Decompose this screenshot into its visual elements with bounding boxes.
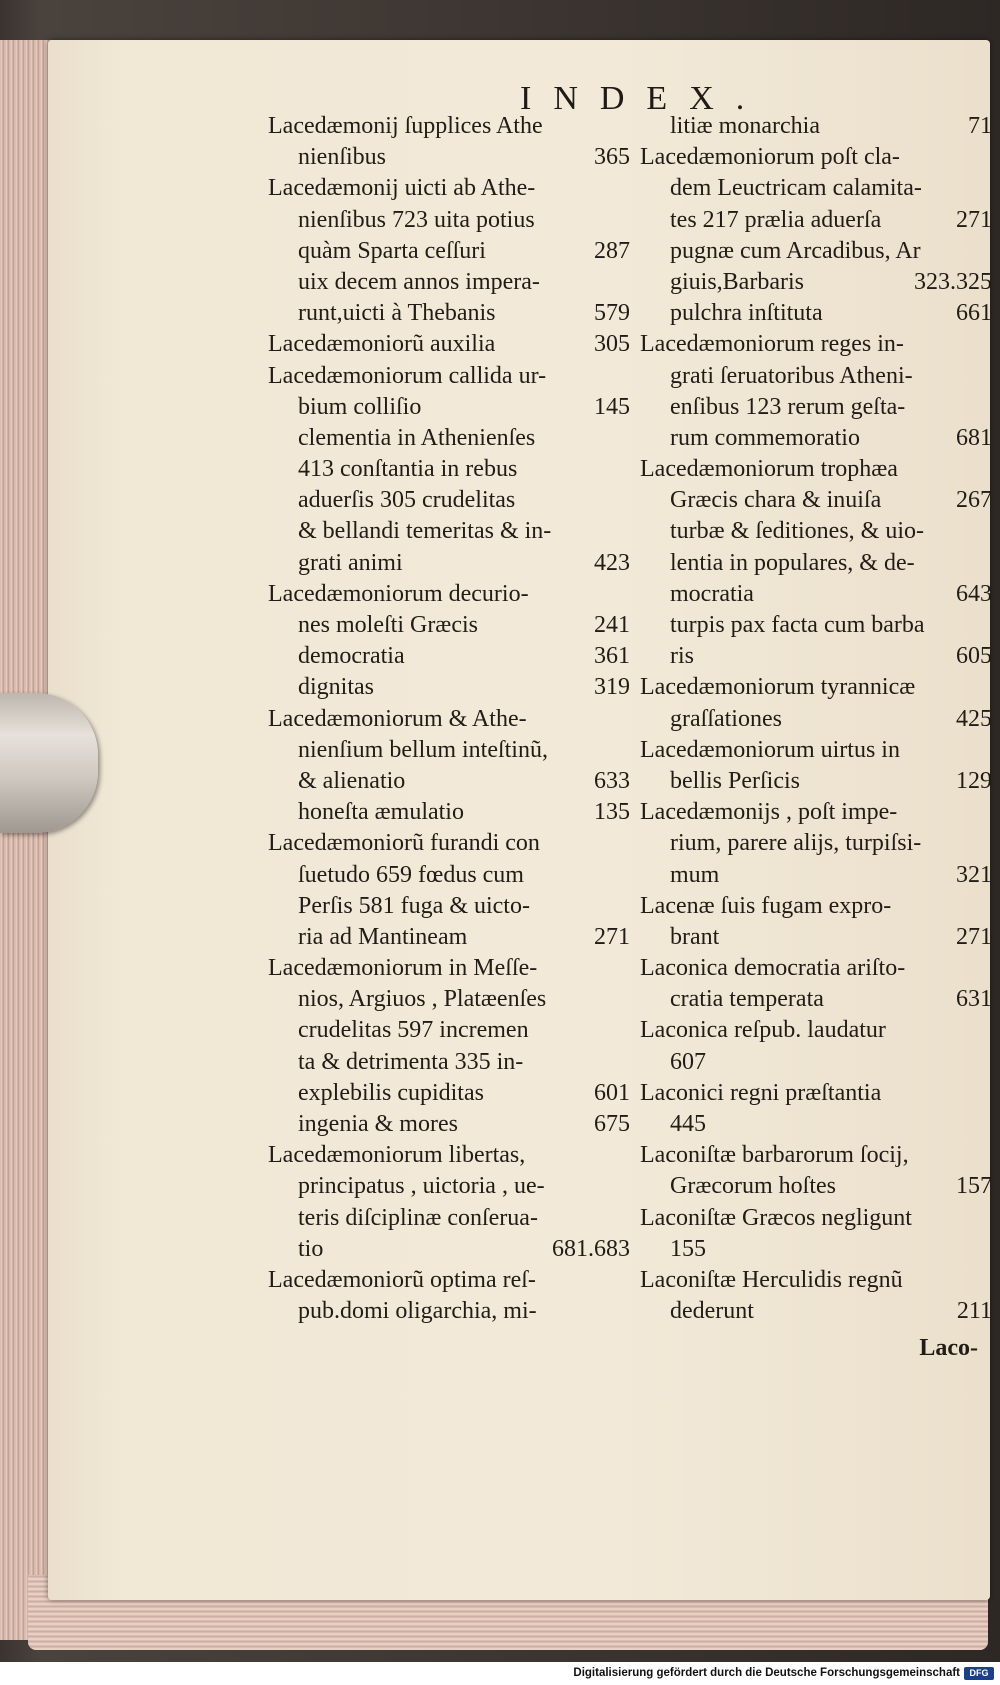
index-entry-text: ris bbox=[670, 643, 694, 670]
index-entry-line bbox=[640, 267, 992, 298]
page-header: INDEX. bbox=[520, 80, 767, 117]
index-entry-page bbox=[622, 828, 630, 859]
index-entry-text: Lacedæmoniorum poſt cla- bbox=[640, 144, 900, 171]
index-entry-text: Lacedæmoniorum in Meſſe- bbox=[268, 955, 538, 982]
index-entry-line bbox=[640, 205, 992, 236]
index-entry-line bbox=[268, 641, 630, 672]
index-entry-line bbox=[640, 111, 992, 142]
index-entry-line bbox=[640, 1109, 992, 1140]
index-entry-line bbox=[268, 766, 630, 797]
index-entry-line bbox=[640, 1140, 992, 1171]
index-entry-line bbox=[640, 423, 992, 454]
index-entry-page bbox=[984, 1015, 992, 1046]
index-entry-text: Lacedæmoniorum uirtus in bbox=[640, 736, 900, 763]
index-entry-line bbox=[268, 236, 630, 267]
index-entry-text: pulchra inſtituta bbox=[670, 300, 823, 327]
index-entry-text: Lacedæmoniorum tyrannicæ bbox=[640, 674, 916, 701]
index-entry-text: honeſta æmulatio bbox=[298, 799, 464, 826]
index-entry-text: nienſium bellum inteſtinũ, bbox=[298, 736, 548, 763]
index-entry-page bbox=[984, 891, 992, 922]
index-entry-page: 71 bbox=[968, 113, 992, 139]
index-entry-page bbox=[622, 1171, 630, 1202]
index-entry-line bbox=[268, 1015, 630, 1046]
index-entry-line bbox=[640, 828, 992, 859]
index-entry-line bbox=[268, 516, 630, 547]
index-entry-page: 605 bbox=[956, 643, 992, 670]
index-entry-line bbox=[640, 1265, 992, 1296]
index-entry-page bbox=[622, 953, 630, 984]
index-entry-text: Lacedæmonij uicti ab Athe- bbox=[268, 175, 536, 202]
index-entry-line bbox=[640, 797, 992, 828]
index-entry-page bbox=[984, 548, 992, 579]
index-entry-line bbox=[268, 672, 630, 703]
index-entry-page: 211 bbox=[956, 1298, 992, 1325]
index-entry-page: 601 bbox=[594, 1079, 630, 1106]
index-entry-text: ta & detrimenta 335 in- bbox=[298, 1048, 524, 1075]
index-entry-text: Lacedæmoniorum callida ur- bbox=[268, 362, 547, 389]
index-entry-line bbox=[268, 267, 630, 298]
index-entry-page bbox=[984, 953, 992, 984]
index-entry-line bbox=[640, 329, 992, 360]
index-column-right bbox=[640, 111, 992, 1327]
index-entry-page: 579 bbox=[594, 300, 630, 327]
index-entry-text: Laconiſtæ Græcos negligunt bbox=[640, 1204, 912, 1231]
index-entry-line bbox=[268, 704, 630, 735]
index-entry-line bbox=[268, 1140, 630, 1171]
index-entry-page: 643 bbox=[956, 580, 992, 607]
index-entry-page bbox=[622, 173, 630, 204]
index-entry-page: 361 bbox=[594, 643, 630, 670]
index-entry-text: mocratia bbox=[670, 580, 754, 607]
index-entry-page bbox=[984, 1140, 992, 1171]
index-entry-page bbox=[622, 1265, 630, 1296]
index-entry-line bbox=[640, 236, 992, 267]
index-entry-text: 413 conſtantia in rebus bbox=[298, 456, 518, 483]
index-entry-page: 681 bbox=[956, 424, 992, 451]
index-entry-text: Lacedæmoniorũ furandi con bbox=[268, 830, 540, 857]
index-entry-text: pub.domi oligarchia, mi- bbox=[298, 1298, 537, 1325]
index-entry-text: teris diſciplinæ conſerua- bbox=[298, 1204, 538, 1231]
index-entry-text: graſſationes bbox=[670, 705, 782, 732]
index-entry-page bbox=[984, 173, 992, 204]
index-entry-text: grati ſeruatoribus Atheni- bbox=[670, 362, 913, 389]
index-entry-page bbox=[622, 1203, 630, 1234]
index-entry-text: bium colliſio bbox=[298, 393, 422, 420]
index-entry-text: Græcorum hoſtes bbox=[670, 1173, 836, 1200]
index-entry-text: Lacedæmoniorum decurio- bbox=[268, 580, 529, 607]
index-entry-line bbox=[268, 1078, 630, 1109]
index-entry-page bbox=[984, 735, 992, 766]
index-entry-page bbox=[984, 1203, 992, 1234]
index-entry-line bbox=[268, 298, 630, 329]
index-entry-page bbox=[622, 1047, 630, 1078]
index-entry-page: 675 bbox=[594, 1111, 630, 1137]
index-entry-line bbox=[268, 454, 630, 485]
index-entry-line bbox=[640, 984, 992, 1015]
index-entry-page bbox=[984, 1078, 992, 1109]
index-entry-line bbox=[268, 1234, 630, 1265]
index-entry-text: Laconiſtæ Herculidis regnũ bbox=[640, 1266, 903, 1293]
index-entry-line bbox=[640, 392, 992, 423]
index-entry-line bbox=[640, 1015, 992, 1046]
index-entry-page bbox=[984, 1234, 992, 1265]
index-entry-page: 323.325 bbox=[914, 268, 992, 295]
index-entry-page bbox=[622, 860, 630, 891]
index-entry-page bbox=[622, 111, 630, 142]
index-entry-text: giuis,Barbaris bbox=[670, 268, 804, 295]
index-entry-line bbox=[640, 548, 992, 579]
index-entry-line bbox=[268, 579, 630, 610]
index-entry-line bbox=[268, 891, 630, 922]
index-entry-text: & alienatio bbox=[298, 767, 406, 794]
index-entry-page bbox=[622, 579, 630, 610]
index-entry-line bbox=[640, 860, 992, 891]
index-entry-line bbox=[268, 205, 630, 236]
index-entry-text: runt,uicti à Thebanis bbox=[298, 300, 496, 327]
index-entry-page: 425 bbox=[956, 705, 992, 732]
index-entry-page: 271 bbox=[956, 206, 992, 233]
index-entry-page: 305 bbox=[594, 331, 630, 358]
index-entry-text: uix decem annos impera- bbox=[298, 268, 540, 295]
index-entry-line bbox=[640, 891, 992, 922]
index-entry-page: 241 bbox=[594, 612, 630, 638]
index-entry-line bbox=[268, 1203, 630, 1234]
index-entry-page bbox=[984, 1265, 992, 1296]
index-entry-line bbox=[640, 485, 992, 516]
index-entry-line bbox=[268, 1047, 630, 1078]
index-entry-text: Lacedæmoniorũ optima reſ- bbox=[268, 1266, 536, 1293]
index-entry-line bbox=[268, 548, 630, 579]
index-entry-page: 145 bbox=[594, 393, 630, 420]
index-entry-text: litiæ monarchia bbox=[670, 113, 820, 139]
index-entry-page: 267 bbox=[956, 487, 992, 514]
index-entry-page bbox=[622, 205, 630, 236]
index-entry-line bbox=[268, 828, 630, 859]
index-entry-text: Lacenæ ſuis fugam expro- bbox=[640, 892, 892, 919]
index-entry-page bbox=[622, 1296, 630, 1327]
index-entry-text: ſuetudo 659 fœdus cum bbox=[298, 861, 524, 888]
index-entry-line bbox=[268, 329, 630, 360]
index-entry-text: ria ad Mantineam bbox=[298, 923, 468, 950]
index-entry-line bbox=[640, 173, 992, 204]
index-entry-text: dem Leuctricam calamita- bbox=[670, 175, 922, 202]
index-entry-text: turpis pax facta cum barba bbox=[670, 612, 925, 638]
index-entry-page: 681.683 bbox=[552, 1235, 630, 1262]
index-entry-page bbox=[984, 329, 992, 360]
index-entry-page: 321 bbox=[956, 861, 992, 888]
index-entry-text: brant bbox=[670, 923, 720, 950]
index-entry-text: Laconica democratia ariſto- bbox=[640, 955, 906, 982]
index-entry-page bbox=[622, 1015, 630, 1046]
index-entry-text: Perſis 581 fuga & uicto- bbox=[298, 892, 530, 919]
index-entry-page bbox=[984, 454, 992, 485]
index-entry-text: grati animi bbox=[298, 549, 403, 576]
index-entry-page: 157 bbox=[956, 1173, 992, 1200]
index-entry-text: 445 bbox=[670, 1111, 706, 1137]
index-entry-page: 661 bbox=[956, 300, 992, 327]
index-entry-page bbox=[984, 828, 992, 859]
index-column-left bbox=[268, 111, 630, 1327]
index-entry-line bbox=[268, 173, 630, 204]
index-entry-page bbox=[622, 516, 630, 547]
index-entry-line bbox=[640, 1203, 992, 1234]
index-entry-page bbox=[622, 267, 630, 298]
catchword: Laco- bbox=[919, 1335, 978, 1361]
index-entry-text: tio bbox=[298, 1235, 324, 1262]
index-entry-line bbox=[640, 1296, 992, 1327]
index-entry-text: democratia bbox=[298, 643, 405, 670]
index-entry-line bbox=[640, 1234, 992, 1265]
index-entry-text: clementia in Athenienſes bbox=[298, 424, 536, 451]
index-entry-line bbox=[640, 953, 992, 984]
index-entry-line bbox=[268, 797, 630, 828]
index-entry-page: 271 bbox=[594, 923, 630, 950]
index-entry-text: rum commemoratio bbox=[670, 424, 860, 451]
index-entry-page bbox=[984, 1109, 992, 1140]
index-entry-line bbox=[640, 641, 992, 672]
index-entry-text: 155 bbox=[670, 1235, 706, 1262]
index-entry-text: dederunt bbox=[670, 1298, 754, 1325]
digitization-footer bbox=[0, 1662, 1000, 1685]
index-entry-line bbox=[268, 735, 630, 766]
index-entry-text: & bellandi temeritas & in- bbox=[298, 518, 552, 545]
index-entry-line bbox=[268, 610, 630, 641]
index-entry-line bbox=[640, 610, 992, 641]
index-entry-text: 607 bbox=[670, 1048, 706, 1075]
index-entry-line bbox=[640, 922, 992, 953]
index-entry-text: Lacedæmonij ſupplices Athe bbox=[268, 113, 543, 139]
index-entry-page bbox=[622, 735, 630, 766]
index-entry-text: bellis Perſicis bbox=[670, 767, 800, 794]
index-entry-page bbox=[622, 704, 630, 735]
index-entry-text: Græcis chara & inuiſa bbox=[670, 487, 882, 514]
index-entry-text: dignitas bbox=[298, 674, 374, 701]
index-entry-text: cratia temperata bbox=[670, 986, 824, 1013]
index-entry-text: Laconiſtæ barbarorum ſocij, bbox=[640, 1142, 909, 1169]
index-entry-page bbox=[984, 516, 992, 547]
index-entry-page bbox=[622, 361, 630, 392]
index-entry-line bbox=[268, 111, 630, 142]
index-entry-line bbox=[268, 984, 630, 1015]
index-entry-page: 129 bbox=[956, 767, 992, 794]
index-entry-page bbox=[984, 1047, 992, 1078]
index-entry-text: Laconici regni præſtantia bbox=[640, 1079, 882, 1106]
index-entry-page bbox=[622, 891, 630, 922]
index-entry-line bbox=[640, 766, 992, 797]
index-entry-line bbox=[268, 1171, 630, 1202]
index-entry-text: nes moleſti Græcis bbox=[298, 612, 478, 638]
index-entry-line bbox=[640, 735, 992, 766]
index-entry-text: explebilis cupiditas bbox=[298, 1079, 484, 1106]
index-entry-text: nios, Argiuos , Platæenſes bbox=[298, 986, 547, 1013]
index-entry-line bbox=[640, 704, 992, 735]
index-entry-page: 271 bbox=[956, 923, 992, 950]
index-entry-line bbox=[640, 142, 992, 173]
index-entry-line bbox=[640, 361, 992, 392]
dfg-logo-icon: DFG bbox=[964, 1667, 994, 1680]
index-entry-text: rium, parere alijs, turpiſsi- bbox=[670, 830, 922, 857]
index-entry-page: 135 bbox=[594, 799, 630, 826]
index-entry-page: 423 bbox=[594, 549, 630, 576]
index-entry-line bbox=[268, 1109, 630, 1140]
index-entry-text: Lacedæmoniorum trophæa bbox=[640, 456, 898, 483]
index-entry-line bbox=[268, 922, 630, 953]
index-entry-text: Lacedæmoniorum & Athe- bbox=[268, 705, 527, 732]
index-entry-line bbox=[268, 1265, 630, 1296]
index-entry-page: 319 bbox=[594, 674, 630, 701]
index-entry-page bbox=[984, 361, 992, 392]
index-entry-text: pugnæ cum Arcadibus, Ar bbox=[670, 237, 921, 264]
index-entry-line bbox=[268, 485, 630, 516]
index-entry-text: turbæ & ſeditiones, & uio- bbox=[670, 518, 924, 545]
index-entry-line bbox=[640, 1047, 992, 1078]
index-entry-page bbox=[984, 672, 992, 703]
index-entry-page: 633 bbox=[594, 767, 630, 794]
index-entry-page: 287 bbox=[594, 237, 630, 264]
index-entry-page bbox=[622, 423, 630, 454]
index-entry-text: nienſibus bbox=[298, 144, 386, 171]
index-entry-page bbox=[984, 142, 992, 173]
index-entry-text: nienſibus 723 uita potius bbox=[298, 206, 535, 233]
index-entry-text: Lacedæmoniorum libertas, bbox=[268, 1142, 526, 1169]
index-entry-line bbox=[268, 860, 630, 891]
index-entry-page bbox=[984, 392, 992, 423]
index-entry-page bbox=[622, 454, 630, 485]
index-entry-text: enſibus 123 rerum geſta- bbox=[670, 393, 906, 420]
index-entry-text: ingenia & mores bbox=[298, 1111, 458, 1137]
index-entry-text: aduerſis 305 crudelitas bbox=[298, 487, 516, 514]
index-entry-text: Laconica reſpub. laudatur bbox=[640, 1017, 886, 1044]
index-entry-line bbox=[268, 142, 630, 173]
index-entry-page bbox=[984, 797, 992, 828]
index-entry-line bbox=[640, 1171, 992, 1202]
index-entry-text: tes 217 prælia aduerſa bbox=[670, 206, 882, 233]
index-entry-line bbox=[268, 953, 630, 984]
index-entry-text: Lacedæmoniorum reges in- bbox=[640, 331, 904, 358]
index-entry-line bbox=[640, 516, 992, 547]
index-entry-text: quàm Sparta ceſſuri bbox=[298, 237, 486, 264]
index-entry-text: principatus , uictoria , ue- bbox=[298, 1173, 545, 1200]
index-entry-page bbox=[984, 610, 992, 641]
index-entry-page bbox=[984, 236, 992, 267]
index-entry-text: crudelitas 597 incremen bbox=[298, 1017, 529, 1044]
index-entry-line bbox=[640, 298, 992, 329]
index-entry-line bbox=[640, 454, 992, 485]
index-entry-page: 631 bbox=[956, 986, 992, 1013]
index-entry-line bbox=[640, 579, 992, 610]
index-entry-page bbox=[622, 984, 630, 1015]
index-entry-line bbox=[640, 1078, 992, 1109]
index-entry-line bbox=[268, 1296, 630, 1327]
index-entry-line bbox=[268, 392, 630, 423]
index-entry-line bbox=[268, 423, 630, 454]
index-entry-text: Lacedæmoniorũ auxilia bbox=[268, 331, 496, 358]
footer-text: Digitalisierung gefördert durch die Deutsche Forschungsgemeinschaft bbox=[573, 1667, 960, 1679]
index-entry-line bbox=[640, 672, 992, 703]
index-entry-text: mum bbox=[670, 861, 720, 888]
index-entry-text: lentia in populares, & de- bbox=[670, 549, 915, 576]
index-entry-text: Lacedæmonijs , poſt impe- bbox=[640, 799, 898, 826]
index-entry-page bbox=[622, 1140, 630, 1171]
index-entry-page: 365 bbox=[594, 144, 630, 171]
index-entry-page bbox=[622, 485, 630, 516]
index-entry-line bbox=[268, 361, 630, 392]
